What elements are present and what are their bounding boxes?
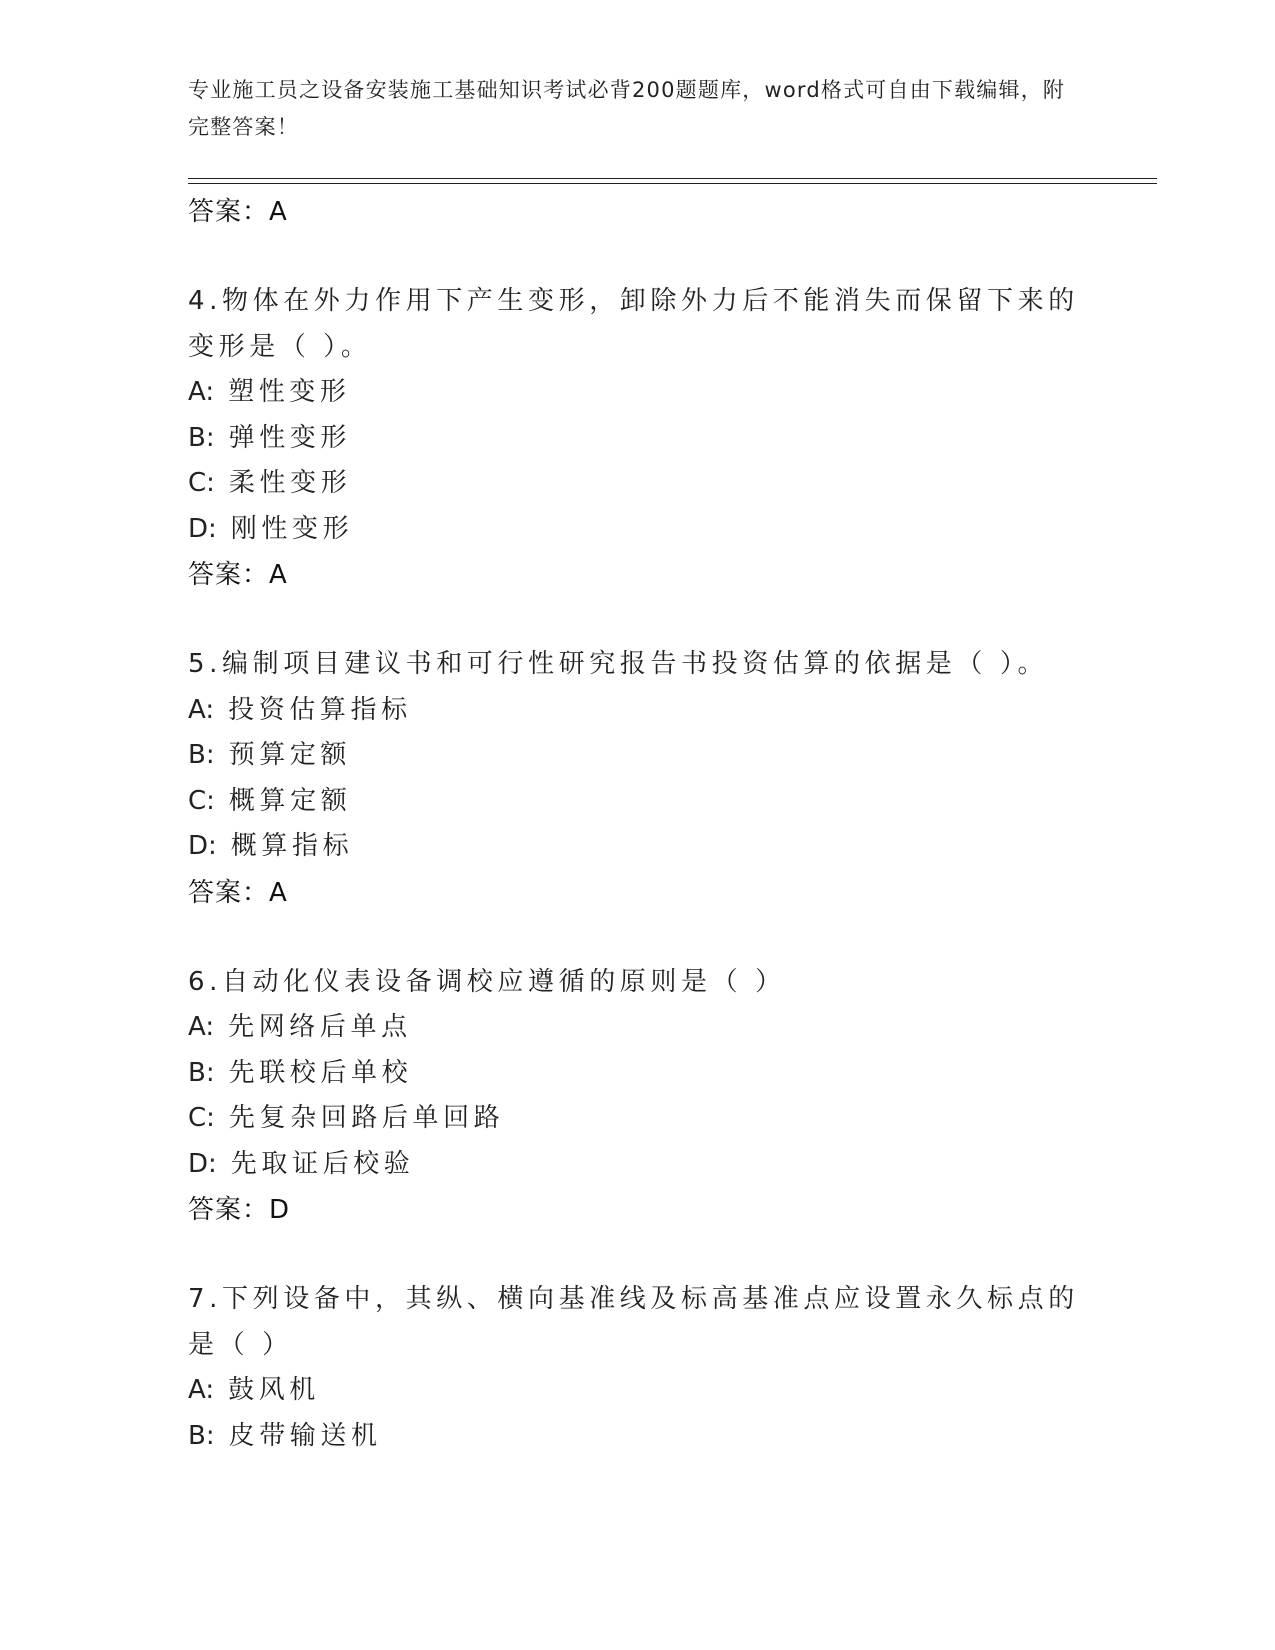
option-item bbox=[188, 1368, 1088, 1414]
option-text: 弹性变形 bbox=[228, 422, 352, 453]
option-letter: A: bbox=[188, 1375, 215, 1405]
option-text: 概算指标 bbox=[230, 831, 354, 861]
answer-line bbox=[188, 552, 1088, 598]
option-letter: C: bbox=[188, 468, 215, 498]
option-text: 概算定额 bbox=[228, 785, 352, 816]
option-letter: D: bbox=[188, 1148, 217, 1179]
option-item bbox=[188, 1005, 1088, 1051]
option-letter: B: bbox=[188, 422, 215, 453]
option-item bbox=[188, 416, 1088, 462]
question-block bbox=[188, 960, 1088, 1234]
question-block bbox=[188, 279, 1088, 598]
option-item bbox=[188, 779, 1088, 825]
answer-value: A bbox=[269, 877, 288, 908]
option-item bbox=[188, 824, 1088, 870]
option-text: 塑性变形 bbox=[228, 377, 351, 407]
option-item bbox=[188, 370, 1088, 416]
option-letter: C: bbox=[188, 1103, 215, 1133]
option-letter: B: bbox=[188, 1057, 215, 1088]
option-text: 鼓风机 bbox=[228, 1375, 320, 1405]
answer-prefix: 答案： bbox=[188, 197, 270, 227]
answer-line bbox=[188, 870, 1088, 916]
option-letter: D: bbox=[188, 513, 217, 544]
question-block bbox=[188, 642, 1088, 916]
option-item bbox=[188, 733, 1088, 779]
option-text: 先取证后校验 bbox=[230, 1148, 415, 1179]
option-item bbox=[188, 461, 1088, 507]
question-block bbox=[188, 1277, 1088, 1459]
option-item bbox=[188, 1142, 1088, 1188]
option-text: 刚性变形 bbox=[230, 513, 354, 544]
option-letter: C: bbox=[188, 785, 215, 816]
option-letter: D: bbox=[188, 831, 217, 861]
answer-prefix: 答案： bbox=[188, 1195, 270, 1225]
option-letter: A: bbox=[188, 1012, 215, 1042]
answer-value: D bbox=[269, 1195, 291, 1225]
option-text: 预算定额 bbox=[228, 740, 352, 770]
option-item bbox=[188, 1414, 1088, 1460]
option-letter: A: bbox=[188, 694, 215, 725]
option-text: 先复杂回路后单回路 bbox=[228, 1103, 505, 1133]
option-item bbox=[188, 507, 1088, 553]
option-letter: A: bbox=[188, 377, 215, 407]
option-text: 皮带输送机 bbox=[228, 1420, 382, 1451]
question-text: 4.物体在外力作用下产生变形，卸除外力后不能消失而保留下来的变形是（ ）。 bbox=[188, 286, 1079, 362]
option-text: 先联校后单校 bbox=[228, 1057, 413, 1088]
option-text: 柔性变形 bbox=[228, 468, 352, 498]
answer-value: A bbox=[269, 560, 288, 590]
header-divider-bottom bbox=[188, 183, 1157, 184]
option-text: 投资估算指标 bbox=[228, 694, 412, 725]
answer-value: A bbox=[269, 197, 288, 227]
answer-line bbox=[188, 1187, 1088, 1233]
question-text: 7.下列设备中，其纵、横向基准线及标高基准点应设置永久标点的是（ ） bbox=[188, 1284, 1079, 1360]
answer-line bbox=[188, 189, 1088, 235]
option-letter: B: bbox=[188, 740, 215, 770]
document-header: 专业施工员之设备安装施工基础知识考试必背200题题库，word格式可自由下载编辑，附完整答案！ bbox=[188, 78, 1066, 139]
option-item bbox=[188, 1051, 1088, 1097]
option-item bbox=[188, 1096, 1088, 1142]
answer-prefix: 答案： bbox=[188, 877, 270, 908]
option-letter: B: bbox=[188, 1420, 215, 1451]
question-text: 6.自动化仪表设备调校应遵循的原则是（ ） bbox=[188, 966, 786, 997]
question-list bbox=[188, 189, 1088, 1459]
option-item bbox=[188, 688, 1088, 734]
question-text: 5.编制项目建议书和可行性研究报告书投资估算的依据是（ ）。 bbox=[188, 649, 1049, 679]
option-text: 先网络后单点 bbox=[228, 1012, 412, 1042]
answer-prefix: 答案： bbox=[188, 560, 270, 590]
header-divider-top bbox=[188, 178, 1157, 179]
